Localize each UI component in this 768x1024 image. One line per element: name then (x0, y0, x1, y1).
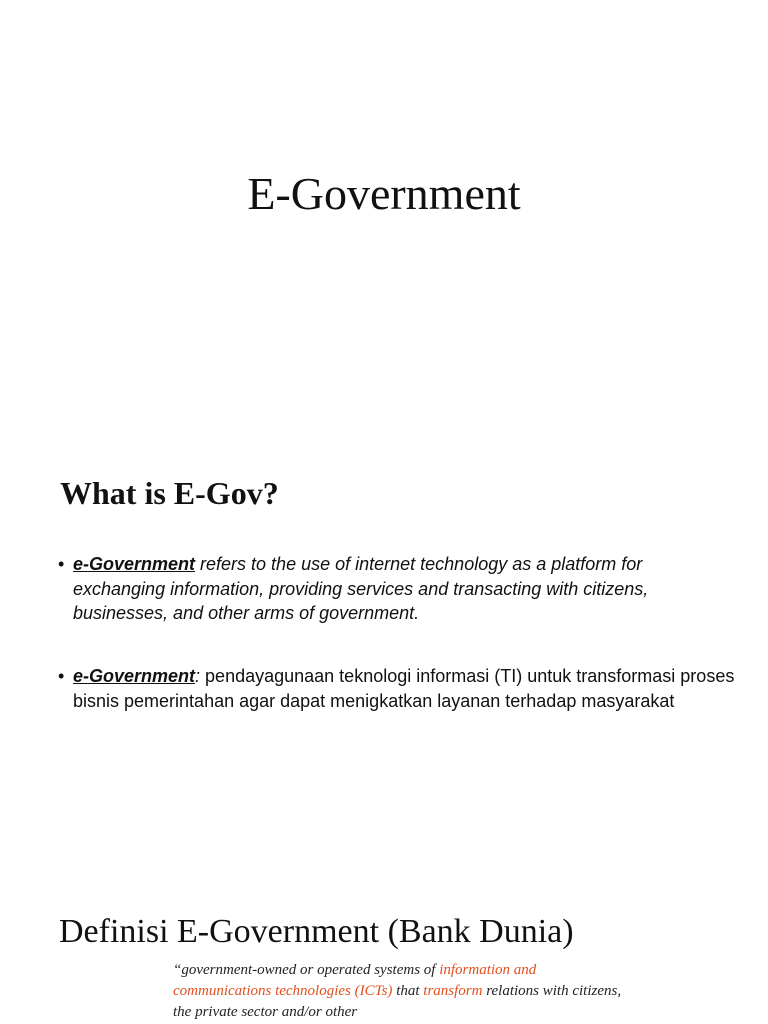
bullet-text: refers to the use of internet technology as a platform for exchanging information, providing services and transacting with citizens, businesses, and other arms of government. (73, 554, 649, 623)
term-colon: : (195, 666, 201, 686)
bullet-icon: • (58, 666, 65, 686)
quote-text: “government-owned or operated systems of (173, 962, 440, 978)
term-label: e-Government (73, 554, 196, 574)
title-slide (0, 0, 768, 300)
quote-text: relations with citizens, the private sector and/or other (173, 983, 622, 1020)
quote-highlight: transform (423, 983, 483, 999)
bullet-icon: • (58, 554, 65, 574)
definition-slide (0, 880, 768, 1024)
page-title: E-Government (247, 168, 521, 219)
what-is-slide (0, 400, 768, 820)
bullet-body (73, 664, 738, 713)
bullet-item (58, 552, 738, 626)
quote-highlight: information and communications technologies (ICTs) (173, 962, 537, 999)
definition-heading: Definisi E-Government (Bank Dunia) (59, 913, 574, 950)
bullet-text: pendayagunaan teknologi informasi (TI) untuk transformasi proses bisnis pemerintahan agar dapat menigkatkan layanan terhadap masyarakat (73, 666, 735, 711)
bullet-body (73, 552, 738, 626)
section-heading: What is E-Gov? (60, 475, 279, 511)
term-label: e-Government (73, 666, 196, 686)
definition-quote (173, 960, 623, 1023)
bullet-item (58, 664, 738, 713)
quote-text: that (392, 983, 424, 999)
